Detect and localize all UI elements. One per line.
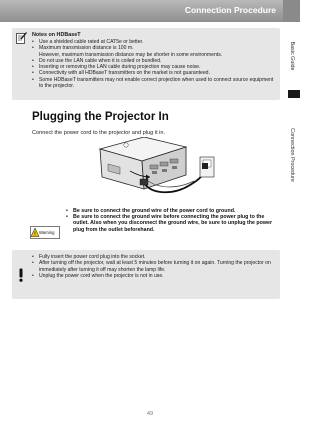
header-title: Connection Procedure [184, 5, 276, 15]
notes-list [32, 39, 276, 89]
warning-list [66, 208, 278, 233]
warning-item: • Be sure to connect the ground wire before connecting the power plug to the outlet. Also when you disconnect the ground wire, be sure to unplug the power plug from the outlet beforehand. [66, 214, 273, 233]
warning-label: Warning [39, 230, 55, 235]
info-box [12, 250, 280, 299]
notes-item: • Connectivity with all HDBaseT transmitters on the market is not guaranteed. [32, 70, 210, 77]
notes-box [12, 28, 280, 100]
notes-item: • Maximum transmission distance is 100 m. However, maximum transmission distance may be shorter in some environments. [32, 45, 223, 58]
page-number: 49 [146, 411, 154, 417]
header-bar [0, 0, 300, 22]
pencil-note-icon [16, 32, 27, 44]
exclamation-icon [16, 268, 26, 282]
side-tab-basic-guide-label: Basic Guide [289, 41, 295, 71]
svg-text:!: ! [34, 231, 36, 238]
notes-item: • Use a shielded cable rated at CAT5e or better. [32, 39, 144, 45]
side-tab-connection-procedure-label: Connection Procedure [289, 128, 295, 182]
notes-item: • Do not use the LAN cable when it is coiled or bundled. [32, 57, 162, 64]
side-tab-connection-procedure[interactable] [284, 100, 300, 210]
notes-item: • Some HDBaseT transmitters may not enable correct projection when used to connect source equipment to the projector. [32, 76, 274, 90]
section-title: Plugging the Projector In [32, 111, 169, 123]
info-item: • Unplug the power cord when the projector is not in use. [32, 272, 164, 279]
section-body: Connect the power cord to the projector and plug it in. [32, 130, 166, 136]
warning-item: • Be sure to connect the ground wire of the power cord to ground. [66, 208, 236, 214]
info-list [32, 254, 276, 279]
warning-block [30, 208, 280, 248]
side-tab-basic-guide[interactable] [284, 24, 300, 88]
projector-power-illustration [82, 137, 222, 207]
side-tab-marker [288, 90, 300, 98]
power-outlet-icon [200, 157, 214, 177]
info-item: • After turning off the projector, wait at least 5 minutes before turning it on again. Turning the projector on immediately after turning it off may shorten the lamp life. [32, 260, 271, 273]
header-tab [283, 0, 300, 22]
notes-item: • Inserting or removing the LAN cable during projection may cause noise. [32, 64, 201, 71]
info-item: • Fully insert the power cord plug into the socket. [32, 254, 146, 260]
notes-title: Notes on HDBaseT [32, 32, 81, 38]
